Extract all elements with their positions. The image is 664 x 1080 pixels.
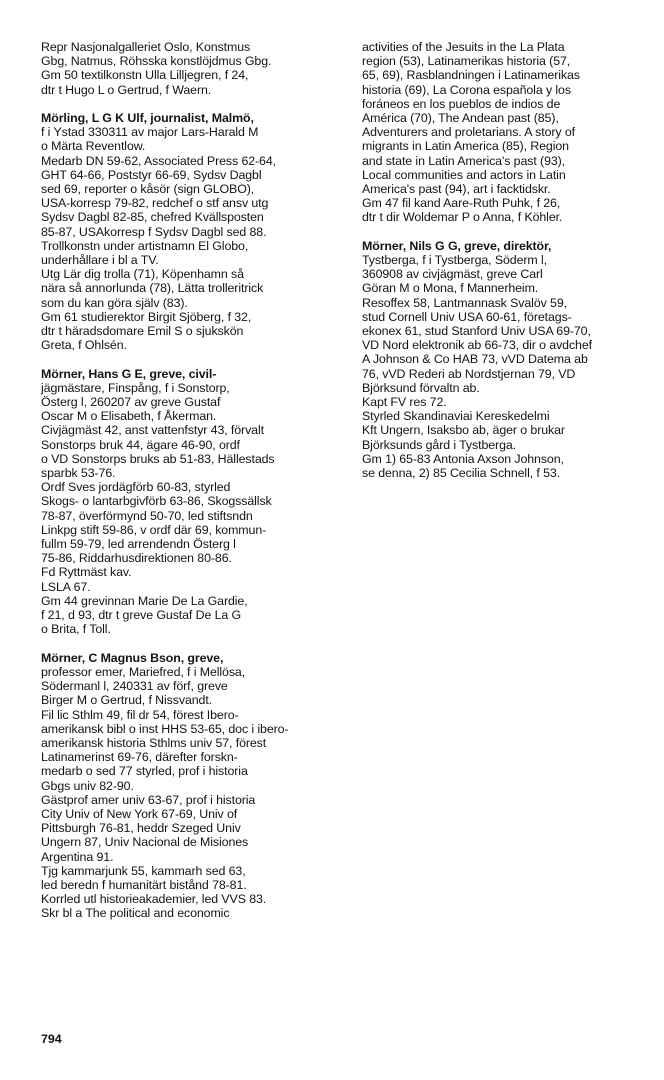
entry-continuation bbox=[41, 40, 341, 97]
text-line: f i Ystad 330311 av major Lars-Harald M bbox=[41, 125, 259, 140]
text-line: Gästprof amer univ 63-67, prof i historia bbox=[41, 792, 256, 807]
text-line: sed 69, reporter o kåsör (sign GLOBO), bbox=[41, 182, 255, 197]
text-line: amerikansk historia Sthlms univ 57, förest bbox=[41, 735, 267, 750]
text-line: Tjg kammarjunk 55, kammarh sed 63, bbox=[41, 863, 246, 878]
text-line: Gm 61 studierektor Birgit Sjöberg, f 32, bbox=[41, 309, 252, 324]
text-line: Repr Nasjonalgalleriet Oslo, Konstmus bbox=[41, 40, 251, 54]
text-line: Pittsburgh 76-81, heddr Szeged Univ bbox=[41, 821, 241, 836]
text-line: Södermanl l, 240331 av förf, greve bbox=[41, 679, 228, 694]
text-line: Gm 47 fil kand Aare-Ruth Puhk, f 26, bbox=[362, 196, 561, 211]
text-line: Adventurers and proletarians. A story of bbox=[362, 125, 575, 140]
text-line: f 21, d 93, dtr t greve Gustaf De La G bbox=[41, 608, 242, 623]
text-line: o Brita, f Toll. bbox=[41, 622, 111, 637]
text-line: Kapt FV res 72. bbox=[362, 395, 447, 410]
text-line: foráneos en los pueblos de indios de bbox=[362, 96, 561, 111]
text-line: se denna, 2) 85 Cecilia Schnell, f 53. bbox=[362, 466, 561, 481]
entry-heading: Mörner, C Magnus Bson, greve, bbox=[41, 650, 224, 665]
text-line: fullm 59-79, led arrendendn Österg l bbox=[41, 537, 236, 552]
text-line: 76, vVD Rederi ab Nordstjernan 79, VD bbox=[362, 366, 576, 381]
text-line: dtr t häradsdomare Emil S o sjukskön bbox=[41, 324, 244, 339]
text-line: Utg Lär dig trolla (71), Köpenhamn så bbox=[41, 267, 244, 282]
text-line: Gm 44 grevinnan Marie De La Gardie, bbox=[41, 593, 248, 608]
text-line: Gbg, Natmus, Röhsska konstlöjdmus Gbg. bbox=[41, 54, 272, 69]
text-line: activities of the Jesuits in the La Plata bbox=[362, 40, 565, 54]
text-line: region (53), Latinamerikas historia (57, bbox=[362, 54, 571, 69]
text-line: historia (69), La Corona española y los bbox=[362, 82, 571, 97]
text-line: Linkpg stift 59-86, v ordf där 69, kommun- bbox=[41, 522, 267, 537]
right-column bbox=[362, 40, 652, 480]
text-line: Ordf Sves jordägförb 60-83, styrled bbox=[41, 480, 231, 495]
text-line: stud Cornell Univ USA 60-61, företags- bbox=[362, 309, 572, 324]
text-line: Fil lic Sthlm 49, fil dr 54, förest Ibero- bbox=[41, 707, 239, 722]
page-number: 794 bbox=[41, 1032, 62, 1046]
text-line: o VD Sonstorps bruks ab 51-83, Hällestads bbox=[41, 451, 275, 466]
text-line: professor emer, Mariefred, f i Mellösa, bbox=[41, 664, 246, 679]
text-line: nära så annorlunda (78), Lätta trolleritrick bbox=[41, 281, 264, 296]
text-line: Resoffex 58, Lantmannask Svalöv 59, bbox=[362, 295, 567, 310]
entry-morner-nils bbox=[362, 239, 652, 480]
entry-heading: Mörling, L G K Ulf, journalist, Malmö, bbox=[41, 111, 254, 125]
text-line: Medarb DN 59-62, Associated Press 62-64, bbox=[41, 153, 276, 168]
text-line: Björksund förvaltn ab. bbox=[362, 380, 480, 395]
text-line: Civjägmäst 42, anst vattenfstyr 43, förvalt bbox=[41, 423, 264, 438]
text-line: USA-korresp 79-82, redchef o stf ansv utg bbox=[41, 196, 269, 211]
entry-heading: Mörner, Nils G G, greve, direktör, bbox=[362, 238, 552, 253]
text-line: A Johnson & Co HAB 73, vVD Datema ab bbox=[362, 352, 588, 367]
text-line: Sonstorps bruk 44, ägare 46-90, ordf bbox=[41, 437, 240, 452]
text-line: Greta, f Ohlsén. bbox=[41, 338, 127, 353]
text-line: Tystberga, f i Tystberga, Söderm l, bbox=[362, 253, 547, 268]
text-line: jägmästare, Finspång, f i Sonstorp, bbox=[41, 380, 230, 395]
text-line: led beredn f humanitärt bistånd 78-81. bbox=[41, 877, 247, 892]
text-line: 78-87, överförmynd 50-70, led stiftsndn bbox=[41, 508, 253, 523]
text-line: Österg l, 260207 av greve Gustaf bbox=[41, 395, 221, 410]
text-line: 65, 69), Rasblandningen i Latinamerikas bbox=[362, 68, 580, 83]
text-line: Björksunds gård i Tystberga. bbox=[362, 437, 517, 452]
text-line: Skogs- o lantarbgivförb 63-86, Skogssällsk bbox=[41, 494, 272, 509]
text-line: Argentina 91. bbox=[41, 849, 114, 864]
text-line: Birger M o Gertrud, f Nissvandt. bbox=[41, 693, 213, 708]
text-line: sparbk 53-76. bbox=[41, 466, 116, 481]
text-line: Gm 1) 65-83 Antonia Axson Johnson, bbox=[362, 451, 564, 466]
text-line: VD Nord elektronik ab 66-73, dir o avdchef bbox=[362, 338, 592, 353]
text-line: América (70), The Andean past (85), bbox=[362, 111, 559, 126]
left-column bbox=[41, 40, 341, 921]
entry-morner-magnus bbox=[41, 651, 341, 921]
text-line: Gbgs univ 82-90. bbox=[41, 778, 134, 793]
text-line: and state in Latin America's past (93), bbox=[362, 153, 566, 168]
text-line: Korrled utl historieakademier, led VVS 83. bbox=[41, 892, 267, 907]
text-line: Göran M o Mona, f Mannerheim. bbox=[362, 281, 539, 296]
entry-morner-hans bbox=[41, 367, 341, 637]
text-line: medarb o sed 77 styrled, prof i historia bbox=[41, 764, 248, 779]
text-line: Fd Ryttmäst kav. bbox=[41, 565, 132, 580]
text-line: 75-86, Riddarhusdirektionen 80-86. bbox=[41, 551, 232, 566]
text-line: som du kan göra själv (83). bbox=[41, 295, 188, 310]
text-line: ekonex 61, stud Stanford Univ USA 69-70, bbox=[362, 324, 591, 339]
text-line: Latinamerinst 69-76, därefter forskn- bbox=[41, 750, 238, 765]
text-line: dtr t dir Woldemar P o Anna, f Köhler. bbox=[362, 210, 563, 225]
text-line: migrants in Latin America (85), Region bbox=[362, 139, 569, 154]
entry-heading: Mörner, Hans G E, greve, civil- bbox=[41, 366, 217, 381]
text-line: Skr bl a The political and economic bbox=[41, 906, 230, 921]
text-line: 85-87, USAkorresp f Sydsv Dagbl sed 88. bbox=[41, 224, 267, 239]
text-line: Gm 50 textilkonstn Ulla Lilljegren, f 24, bbox=[41, 68, 249, 83]
text-line: underhållare i bl a TV. bbox=[41, 253, 159, 268]
text-line: o Märta Reventlow. bbox=[41, 139, 146, 154]
entry-magnus-continued bbox=[362, 40, 652, 225]
text-line: dtr t Hugo L o Gertrud, f Waern. bbox=[41, 82, 212, 97]
text-line: Sydsv Dagbl 82-85, chefred Kvällsposten bbox=[41, 210, 264, 225]
text-line: Local communities and actors in Latin bbox=[362, 167, 566, 182]
text-line: LSLA 67. bbox=[41, 579, 91, 594]
text-line: Oscar M o Elisabeth, f Åkerman. bbox=[41, 409, 217, 424]
text-line: 360908 av civjägmäst, greve Carl bbox=[362, 267, 543, 282]
text-line: Ungern 87, Univ Nacional de Misiones bbox=[41, 835, 249, 850]
text-line: GHT 64-66, Poststyr 66-69, Sydsv Dagbl bbox=[41, 167, 262, 182]
text-line: America's past (94), art i facktidskr. bbox=[362, 182, 551, 197]
text-line: Trollkonstn under artistnamn El Globo, bbox=[41, 238, 249, 253]
text-line: Kft Ungern, Isaksbo ab, äger o brukar bbox=[362, 423, 565, 438]
text-line: Styrled Skandinaviai Kereskedelmi bbox=[362, 409, 550, 424]
text-line: amerikansk bibl o inst HHS 53-65, doc i ibero- bbox=[41, 721, 289, 736]
text-line: City Univ of New York 67-69, Univ of bbox=[41, 806, 238, 821]
entry-morling-ulf bbox=[41, 111, 341, 352]
